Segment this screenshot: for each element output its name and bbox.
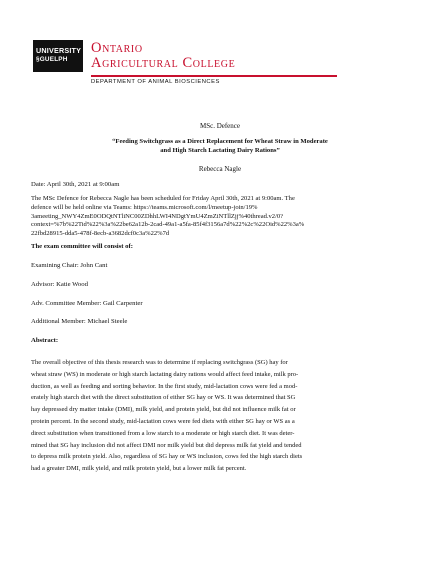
abstract-line: to depress milk protein yield. Also, regardless of SG hay or WS inclusion, cows fed the high starch diets (31, 453, 303, 461)
department-name: DEPARTMENT OF ANIMAL BIOSCIENCES (91, 79, 220, 85)
announcement-line[interactable]: 22fbd28915-dda5-478f-8ecb-a3682dcf0c3a%22%7d (31, 230, 170, 238)
abstract-heading: Abstract: (31, 337, 59, 344)
logo-line-1: UNIVERSITY (36, 46, 82, 55)
announcement-line[interactable]: defence will be held online via Teams: https://teams.microsoft.com/l/meetup-join/19% (31, 203, 258, 211)
committee-member: Advisor: Katie Wood (31, 281, 88, 288)
announcement-line[interactable]: 3ameeting_NWY4ZmE0ODQtNTliNC00ZDhhLWI4NDgtYmU4ZmZiNTllZjj%40thread.v2/0? (31, 212, 284, 220)
abstract-line: duction, as well as feeding and sorting behavior. In the first study, mid-lactation cows were fed a mod- (31, 382, 298, 390)
committee-heading: The exam committee will consist of: (31, 243, 133, 250)
abstract-line: wheat straw (WS) in moderate or high starch lactating dairy rations would affect feed intake, milk pro- (31, 370, 299, 378)
college-name-line-2: Agricultural College (91, 55, 236, 71)
defence-date: Date: April 30th, 2021 at 9:00am (31, 181, 120, 188)
university-logo (33, 40, 83, 72)
document-heading: MSc. Defence (199, 122, 241, 130)
thesis-title-line: “Feeding Switchgrass as a Direct Replacement for Wheat Straw in Moderate (112, 138, 328, 145)
committee-member: Additional Member: Michael Steele (31, 318, 128, 325)
abstract-line: The overall objective of this thesis research was to determine if replacing switchgrass (SG) hay for (31, 359, 288, 366)
thesis-title (0, 137, 440, 155)
abstract-line: protein percent. In the second study, mid-lactation cows were fed diets with either SG hay or WS as a (31, 417, 295, 425)
abstract-body (31, 357, 415, 475)
thesis-title-line: and High Starch Lactating Dairy Rations” (160, 147, 280, 154)
abstract-line: mined that SG hay inclusion did not affect DMI nor milk yield but did depress milk fat yield and tended (31, 441, 302, 449)
abstract-line: hay depressed dry matter intake (DMI), milk yield, and protein yield, but did not influence milk fat or (31, 406, 296, 414)
header-divider (91, 75, 337, 77)
college-name-line-1: Ontario (91, 40, 143, 56)
committee-member: Adv. Committee Member: Gail Carpenter (31, 300, 143, 307)
college-name (91, 41, 421, 71)
announcement-line: The MSc Defence for Rebecca Nagle has been scheduled for Friday April 30th, 2021 at 9:00am. The (31, 195, 295, 202)
logo-line-2: §GUELPH (36, 56, 68, 63)
announcement-line[interactable]: context=%7b%22Tid%22%3a%22be62a12b-2cad-49a1-a5fa-85f4f3156a7d%22%2c%22Oid%22%3a% (31, 221, 305, 229)
abstract-line: direct substitution when transitioned from a low starch to a moderate or high starch diet. It was deter- (31, 429, 295, 437)
abstract-line: erately high starch diet with the direct substitution of either SG hay or WS. It was determined that SG (31, 394, 296, 402)
author-name: Rebecca Nagle (198, 165, 242, 173)
announcement (31, 195, 415, 239)
abstract-line: had a greater DMI, milk yield, and milk protein yield, but a lower milk fat percent. (31, 465, 247, 473)
committee-member: Examining Chair: John Cant (31, 262, 108, 269)
